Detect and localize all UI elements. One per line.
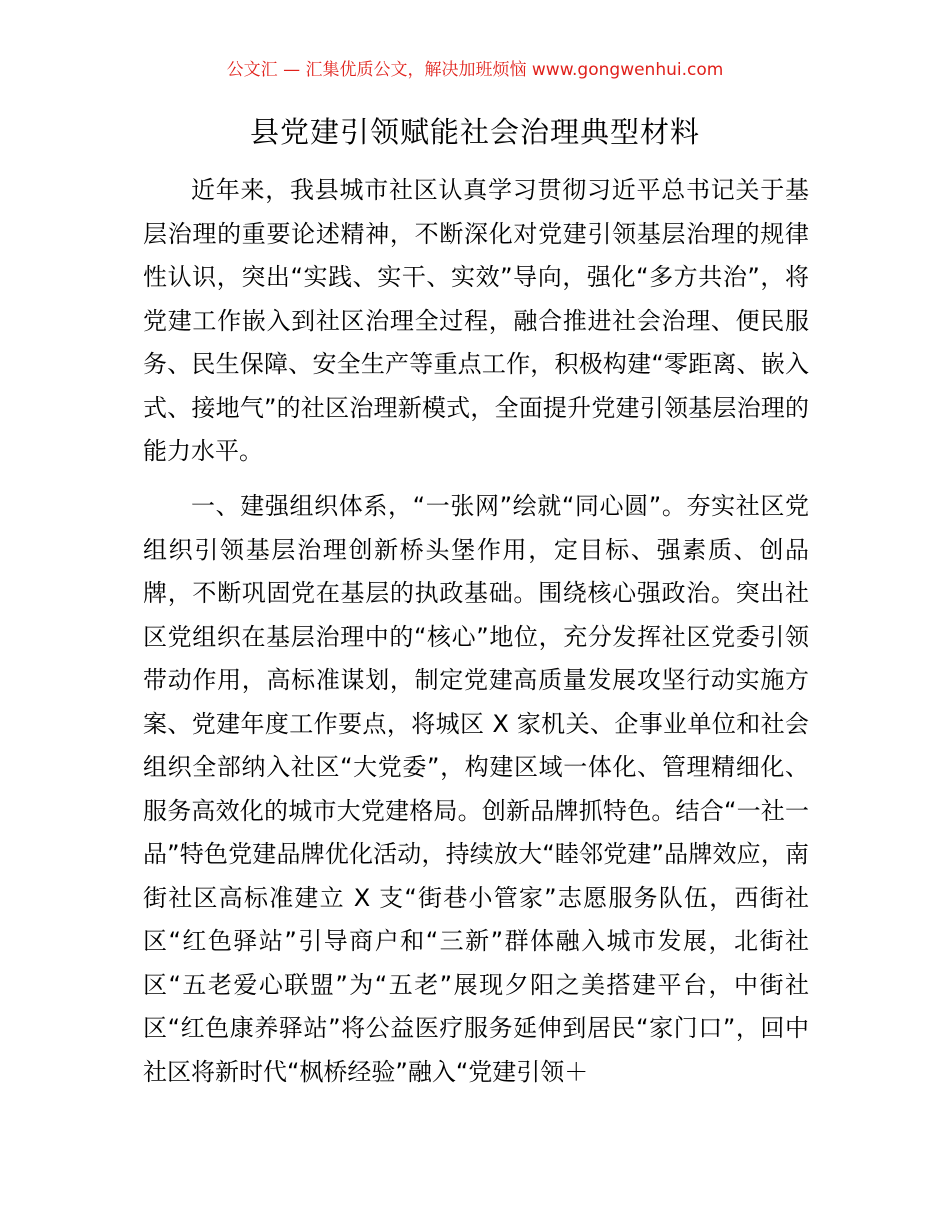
paragraph-intro: 近年来，我县城市社区认真学习贯彻习近平总书记关于基层治理的重要论述精神，不断深化对党建引领基层治理的规律性认识，突出“实践、实干、实效”导向，强化“多方共治”，将党建工作嵌入到社区治理全过程，融合推进社会治理、便民服务、民生保障、安全生产等重点工作，积极构建“零距离、嵌入式、接地气”的社区治理新模式，全面提升党建引领基层治理的能力水平。 (143, 176, 809, 465)
paragraph-section-one: 一、建强组织体系，“一张网”绘就“同心圆”。夯实社区党组织引领基层治理创新桥头堡作用，定目标、强素质、创品牌，不断巩固党在基层的执政基础。围绕核心强政治。突出社区党组织在基层治理中的“核心”地位，充分发挥社区党委引领带动作用，高标准谋划，制定党建高质量发展攻坚行动实施方案、党建年度工作要点，将城区 X 家机关、企事业单位和社会组织全部纳入社区“大党委”，构建区域一体化、管理精细化、服务高效化的城市大党建格局。创新品牌抓特色。结合“一社一品”特色党建品牌优化活动，持续放大“睦邻党建”品牌效应，南街社区高标准建立 X 支“街巷小管家”志愿服务队伍，西街社区“红色驿站”引导商户和“三新”群体融入城市发展，北街社区“五老爱心联盟”为“五老”展现夕阳之美搭建平台，中街社区“红色康养驿站”将公益医疗服务延伸到居民“家门口”，回中社区将新时代“枫桥经验”融入“党建引领＋ (143, 492, 809, 1086)
header-banner[interactable]: 公文汇 — 汇集优质公文，解决加班烦恼 www.gongwenhui.com (226, 60, 724, 80)
document-title: 县党建引领赋能社会治理典型材料 (249, 115, 700, 149)
